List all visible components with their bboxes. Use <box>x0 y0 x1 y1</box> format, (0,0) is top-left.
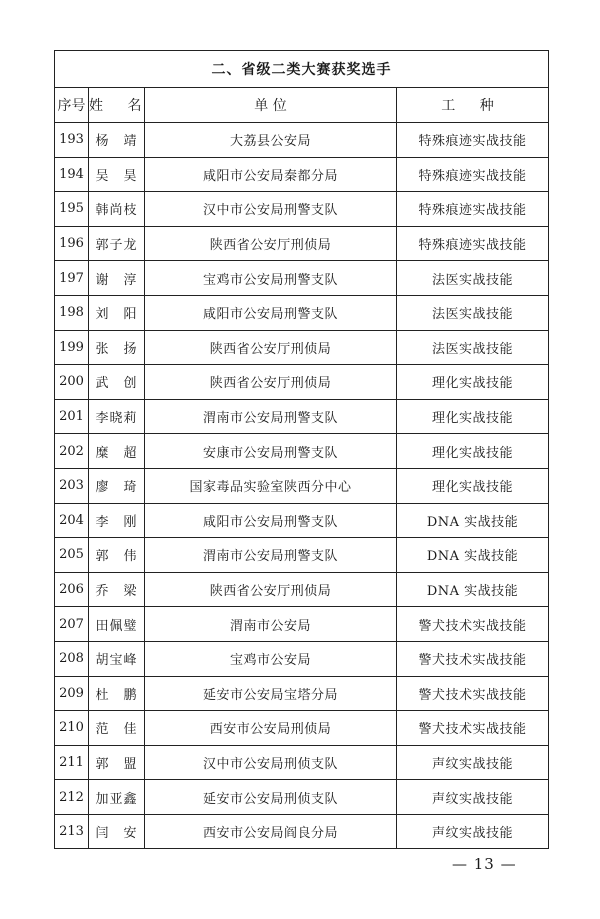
section-title-row <box>55 51 549 88</box>
work-unit: 宝鸡市公安局刑警支队 <box>145 261 397 296</box>
row-number: 207 <box>55 607 89 642</box>
work-unit: 陕西省公安厅刑侦局 <box>145 226 397 261</box>
work-unit: 延安市公安局宝塔分局 <box>145 676 397 711</box>
work-type: 声纹实战技能 <box>397 780 549 815</box>
work-type: DNA 实战技能 <box>397 572 549 607</box>
table-row <box>55 814 549 849</box>
table-row <box>55 330 549 365</box>
table-row <box>55 434 549 469</box>
work-type: DNA 实战技能 <box>397 503 549 538</box>
table-row <box>55 123 549 158</box>
work-type: 警犬技术实战技能 <box>397 607 549 642</box>
work-type: 声纹实战技能 <box>397 814 549 849</box>
table-header-row <box>55 88 549 123</box>
work-unit: 陕西省公安厅刑侦局 <box>145 330 397 365</box>
person-name: 田佩璧 <box>89 607 145 642</box>
row-number: 209 <box>55 676 89 711</box>
table-row <box>55 572 549 607</box>
column-header-name: 姓 名 <box>89 88 145 123</box>
person-name: 韩尚枝 <box>89 192 145 227</box>
work-unit: 汉中市公安局刑警支队 <box>145 192 397 227</box>
person-name: 廖 琦 <box>89 468 145 503</box>
work-unit: 西安市公安局阎良分局 <box>145 814 397 849</box>
row-number: 193 <box>55 123 89 158</box>
column-header-no: 序号 <box>55 88 89 123</box>
person-name: 范 佳 <box>89 711 145 746</box>
person-name: 郭子龙 <box>89 226 145 261</box>
person-name: 杜 鹏 <box>89 676 145 711</box>
person-name: 加亚鑫 <box>89 780 145 815</box>
table-row <box>55 538 549 573</box>
award-table-body <box>55 51 549 849</box>
work-type: 法医实战技能 <box>397 261 549 296</box>
row-number: 212 <box>55 780 89 815</box>
table-row <box>55 745 549 780</box>
table-row <box>55 261 549 296</box>
work-unit: 安康市公安局刑警支队 <box>145 434 397 469</box>
row-number: 195 <box>55 192 89 227</box>
person-name: 李 刚 <box>89 503 145 538</box>
row-number: 194 <box>55 157 89 192</box>
work-type: 特殊痕迹实战技能 <box>397 226 549 261</box>
row-number: 200 <box>55 365 89 400</box>
work-type: 声纹实战技能 <box>397 745 549 780</box>
row-number: 206 <box>55 572 89 607</box>
table-row <box>55 157 549 192</box>
person-name: 刘 阳 <box>89 295 145 330</box>
work-type: 法医实战技能 <box>397 295 549 330</box>
table-row <box>55 192 549 227</box>
work-type: 警犬技术实战技能 <box>397 641 549 676</box>
work-unit: 国家毒品实验室陕西分中心 <box>145 468 397 503</box>
column-header-type: 工 种 <box>397 88 549 123</box>
table-row <box>55 468 549 503</box>
page-number: — 13 — <box>452 855 517 873</box>
column-header-unit: 单 位 <box>145 88 397 123</box>
work-unit: 大荔县公安局 <box>145 123 397 158</box>
work-unit: 西安市公安局刑侦局 <box>145 711 397 746</box>
work-unit: 陕西省公安厅刑侦局 <box>145 365 397 400</box>
row-number: 196 <box>55 226 89 261</box>
person-name: 杨 靖 <box>89 123 145 158</box>
person-name: 郭 伟 <box>89 538 145 573</box>
person-name: 郭 盟 <box>89 745 145 780</box>
work-type: 警犬技术实战技能 <box>397 711 549 746</box>
row-number: 210 <box>55 711 89 746</box>
work-type: 特殊痕迹实战技能 <box>397 192 549 227</box>
person-name: 乔 梁 <box>89 572 145 607</box>
award-table <box>54 50 549 849</box>
work-type: 理化实战技能 <box>397 365 549 400</box>
table-row <box>55 295 549 330</box>
work-unit: 渭南市公安局刑警支队 <box>145 399 397 434</box>
work-type: DNA 实战技能 <box>397 538 549 573</box>
row-number: 201 <box>55 399 89 434</box>
row-number: 204 <box>55 503 89 538</box>
table-row <box>55 676 549 711</box>
table-row <box>55 399 549 434</box>
person-name: 吴 昊 <box>89 157 145 192</box>
row-number: 211 <box>55 745 89 780</box>
work-type: 特殊痕迹实战技能 <box>397 123 549 158</box>
person-name: 武 创 <box>89 365 145 400</box>
work-type: 理化实战技能 <box>397 399 549 434</box>
table-row <box>55 711 549 746</box>
row-number: 203 <box>55 468 89 503</box>
work-type: 理化实战技能 <box>397 434 549 469</box>
row-number: 199 <box>55 330 89 365</box>
person-name: 张 扬 <box>89 330 145 365</box>
table-row <box>55 780 549 815</box>
work-type: 警犬技术实战技能 <box>397 676 549 711</box>
person-name: 糜 超 <box>89 434 145 469</box>
table-row <box>55 641 549 676</box>
person-name: 李晓莉 <box>89 399 145 434</box>
person-name: 谢 淳 <box>89 261 145 296</box>
work-unit: 咸阳市公安局刑警支队 <box>145 295 397 330</box>
row-number: 205 <box>55 538 89 573</box>
table-row <box>55 503 549 538</box>
work-unit: 汉中市公安局刑侦支队 <box>145 745 397 780</box>
work-unit: 咸阳市公安局刑警支队 <box>145 503 397 538</box>
row-number: 213 <box>55 814 89 849</box>
table-row <box>55 607 549 642</box>
row-number: 208 <box>55 641 89 676</box>
person-name: 胡宝峰 <box>89 641 145 676</box>
work-type: 法医实战技能 <box>397 330 549 365</box>
work-type: 理化实战技能 <box>397 468 549 503</box>
table-row <box>55 226 549 261</box>
work-unit: 宝鸡市公安局 <box>145 641 397 676</box>
work-unit: 延安市公安局刑侦支队 <box>145 780 397 815</box>
row-number: 197 <box>55 261 89 296</box>
person-name: 闫 安 <box>89 814 145 849</box>
work-unit: 渭南市公安局 <box>145 607 397 642</box>
work-type: 特殊痕迹实战技能 <box>397 157 549 192</box>
table-row <box>55 365 549 400</box>
work-unit: 渭南市公安局刑警支队 <box>145 538 397 573</box>
work-unit: 陕西省公安厅刑侦局 <box>145 572 397 607</box>
row-number: 198 <box>55 295 89 330</box>
work-unit: 咸阳市公安局秦都分局 <box>145 157 397 192</box>
row-number: 202 <box>55 434 89 469</box>
section-title: 二、省级二类大赛获奖选手 <box>55 51 549 88</box>
